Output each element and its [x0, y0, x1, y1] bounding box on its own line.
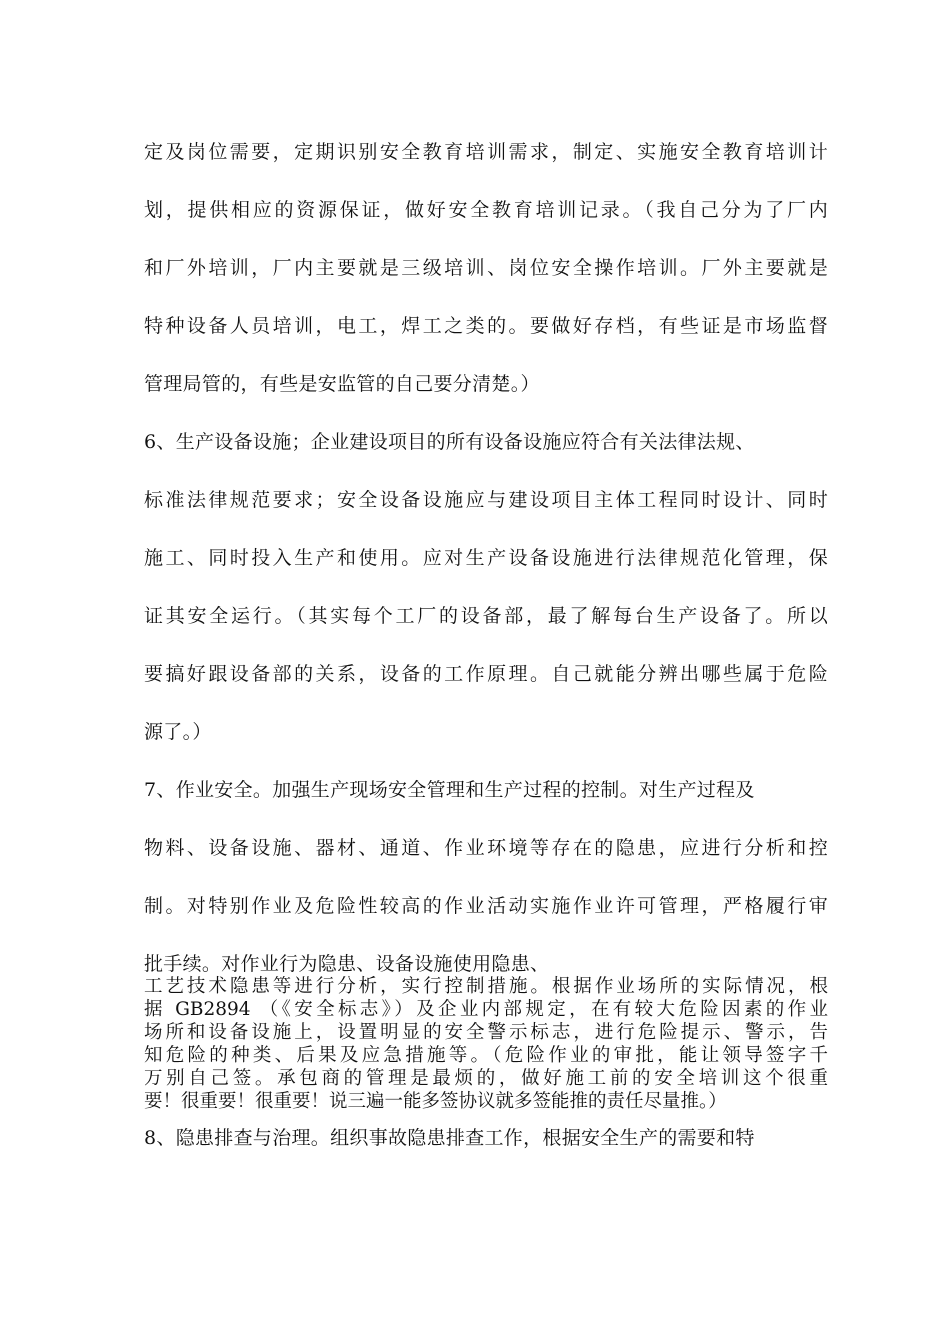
section-7-line-3: 制。对特别作业及危险性较高的作业活动实施作业许可管理，严格履行审 [144, 895, 828, 917]
section-8-line-1: 8、隐患排查与治理。组织事故隐患排查工作，根据安全生产的需要和特 [144, 1127, 755, 1149]
dense-line-3: 场所和设备设施上，设置明显的安全警示标志，进行危险提示、警示，告 [144, 1022, 828, 1043]
section-6-line-3: 施工、同时投入生产和使用。应对生产设备设施进行法律规范化管理，保 [144, 547, 828, 569]
section-7-line-2: 物料、设备设施、器材、通道、作业环境等存在的隐患，应进行分析和控 [144, 837, 828, 859]
paragraph-line-5: 管理局管的，有些是安监管的自己要分清楚。） [144, 373, 540, 395]
dense-line-2: 据 GB2894 （《安全标志》）及企业内部规定，在有较大危险因素的作业 [144, 999, 828, 1020]
paragraph-line-1: 定及岗位需要，定期识别安全教育培训需求，制定、实施安全教育培训计 [144, 141, 828, 163]
paragraph-line-3: 和厂外培训，厂内主要就是三级培训、岗位安全操作培训。厂外主要就是 [144, 257, 828, 279]
dense-line-1: 工艺技术隐患等进行分析，实行控制措施。根据作业场所的实际情况，根 [144, 976, 828, 997]
section-6-line-2: 标准法律规范要求；安全设备设施应与建设项目主体工程同时设计、同时 [144, 489, 828, 511]
paragraph-line-2: 划，提供相应的资源保证，做好安全教育培训记录。（我自己分为了厂内 [144, 199, 828, 221]
section-7-dense-paragraph [144, 975, 828, 1113]
dense-line-6: 要！很重要！很重要！说三遍一能多签协议就多签能推的责任尽量推。） [144, 1091, 727, 1112]
section-7-line-1: 7、作业安全。加强生产现场安全管理和生产过程的控制。对生产过程及 [144, 779, 755, 801]
dense-line-4: 知危险的种类、后果及应急措施等。（危险作业的审批，能让领导签字千 [144, 1045, 828, 1066]
section-6-line-6: 源了。） [144, 721, 212, 743]
section-6-line-4: 证其安全运行。（其实每个工厂的设备部，最了解每台生产设备了。所以 [144, 605, 828, 627]
dense-line-5: 万别自己签。承包商的管理是最烦的，做好施工前的安全培训这个很重 [144, 1068, 828, 1089]
section-6-line-5: 要搞好跟设备部的关系，设备的工作原理。自己就能分辨出哪些属于危险 [144, 663, 828, 685]
paragraph-line-4: 特种设备人员培训，电工，焊工之类的。要做好存档，有些证是市场监督 [144, 315, 828, 337]
section-6-line-1: 6、生产设备设施；企业建设项目的所有设备设施应符合有关法律法规、 [144, 431, 755, 453]
section-7-line-4: 批手续。对作业行为隐患、设备设施使用隐患、 [144, 953, 550, 975]
